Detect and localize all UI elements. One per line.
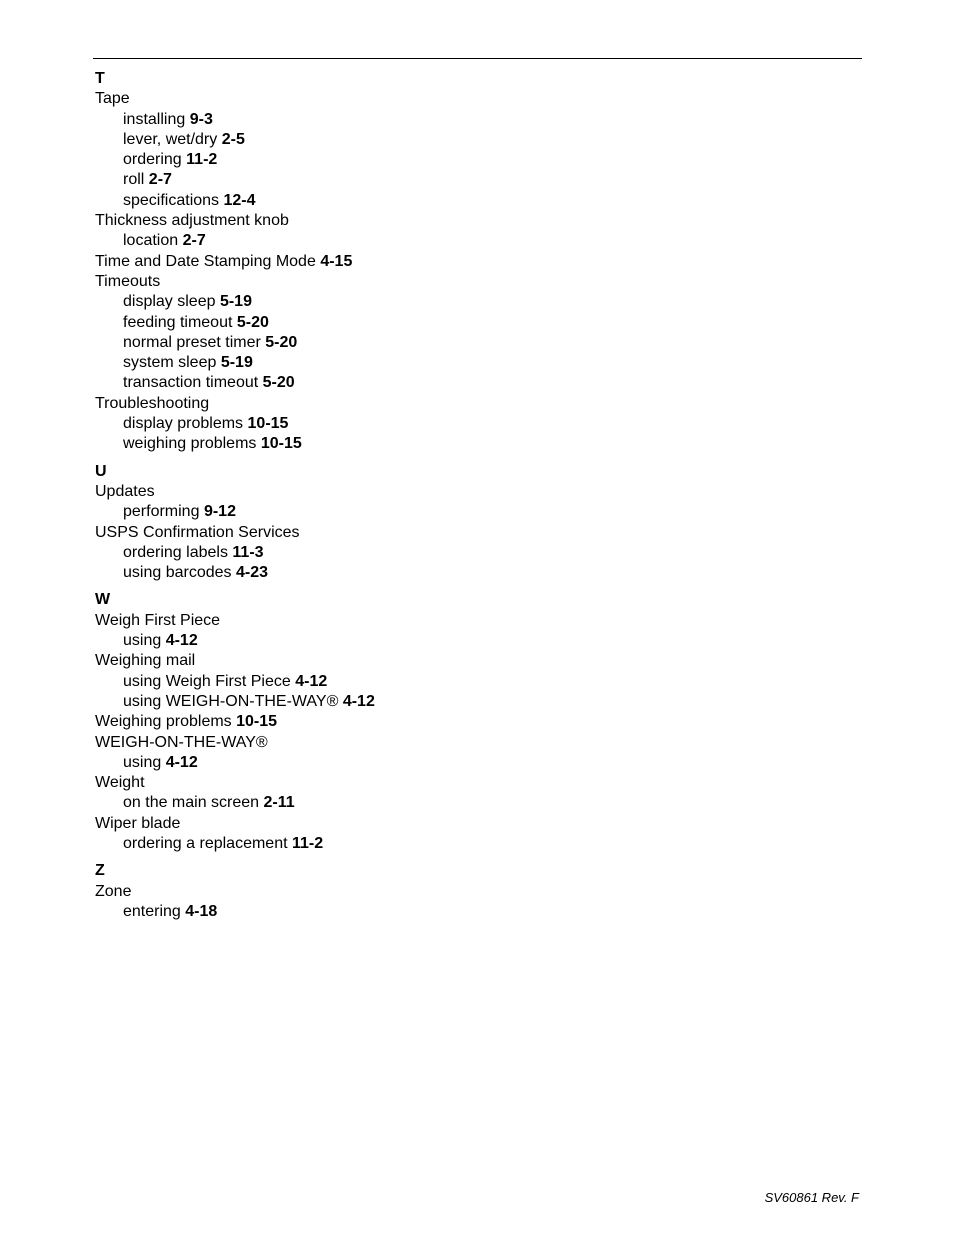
index-subentry bbox=[95, 753, 795, 773]
index-term: Thickness adjustment knob bbox=[95, 212, 289, 230]
index-subentry bbox=[95, 793, 795, 813]
page-reference: 10-15 bbox=[260, 435, 302, 453]
index-listing bbox=[95, 69, 795, 922]
index-term: Wiper blade bbox=[95, 814, 181, 832]
index-term: Weight bbox=[95, 774, 145, 792]
section-letter-heading: U bbox=[95, 462, 107, 480]
page-reference: 5-20 bbox=[236, 313, 269, 331]
index-subterm: ordering bbox=[123, 151, 182, 169]
index-subentry bbox=[95, 333, 795, 353]
index-term: Zone bbox=[95, 882, 132, 900]
index-entry bbox=[95, 211, 795, 231]
page-reference: 9-3 bbox=[189, 110, 213, 128]
index-subentry bbox=[95, 563, 795, 583]
page-reference: 4-23 bbox=[235, 564, 268, 582]
index-entry bbox=[95, 394, 795, 414]
index-subterm: performing bbox=[123, 503, 200, 521]
index-subentry bbox=[95, 543, 795, 563]
index-subentry bbox=[95, 170, 795, 190]
index-subterm: entering bbox=[123, 902, 181, 920]
page-reference: 5-19 bbox=[219, 293, 252, 311]
index-subentry bbox=[95, 313, 795, 333]
index-subterm: using bbox=[123, 753, 162, 771]
index-subterm: transaction timeout bbox=[123, 374, 259, 392]
page-reference: 5-20 bbox=[265, 333, 298, 351]
index-entry bbox=[95, 252, 795, 272]
page-reference: 2-11 bbox=[263, 794, 295, 812]
index-term: Troubleshooting bbox=[95, 394, 210, 412]
index-subentry bbox=[95, 834, 795, 854]
page-reference: 9-12 bbox=[203, 503, 236, 521]
index-entry bbox=[95, 773, 795, 793]
index-term: Tape bbox=[95, 90, 130, 108]
index-term: Weighing mail bbox=[95, 652, 196, 670]
index-subterm: using WEIGH-ON-THE-WAY® bbox=[123, 692, 339, 710]
header-rule bbox=[93, 58, 862, 59]
index-subentry bbox=[95, 231, 795, 251]
index-subterm: on the main screen bbox=[123, 794, 260, 812]
index-subterm: location bbox=[123, 232, 179, 250]
index-subentry bbox=[95, 631, 795, 651]
index-subentry bbox=[95, 502, 795, 522]
page-reference: 4-12 bbox=[295, 672, 328, 690]
index-subterm: normal preset timer bbox=[123, 333, 261, 351]
index-entry bbox=[95, 611, 795, 631]
index-subentry bbox=[95, 692, 795, 712]
index-subterm: installing bbox=[123, 110, 186, 128]
index-subentry bbox=[95, 373, 795, 393]
index-term: WEIGH-ON-THE-WAY® bbox=[95, 733, 268, 751]
index-entry bbox=[95, 882, 795, 902]
page-reference: 11-3 bbox=[232, 543, 264, 561]
index-term: USPS Confirmation Services bbox=[95, 523, 300, 541]
index-subterm: using Weigh First Piece bbox=[123, 672, 291, 690]
index-subterm: weighing problems bbox=[123, 435, 257, 453]
index-entry bbox=[95, 482, 795, 502]
index-subterm: using bbox=[123, 632, 162, 650]
index-subterm: display sleep bbox=[123, 293, 216, 311]
index-term: Updates bbox=[95, 482, 155, 500]
index-entry bbox=[95, 523, 795, 543]
section-letter-heading: W bbox=[95, 591, 111, 609]
page-reference: 2-7 bbox=[148, 171, 172, 189]
page-reference: 4-12 bbox=[165, 632, 198, 650]
page-reference: 5-19 bbox=[220, 354, 253, 372]
page-reference: 2-7 bbox=[182, 232, 206, 250]
index-subentry bbox=[95, 191, 795, 211]
index-subterm: ordering a replacement bbox=[123, 834, 288, 852]
index-subentry bbox=[95, 434, 795, 454]
index-entry bbox=[95, 814, 795, 834]
index-subentry bbox=[95, 150, 795, 170]
index-entry bbox=[95, 712, 795, 732]
document-id-footer: SV60861 Rev. F bbox=[764, 1190, 859, 1205]
index-subterm: lever, wet/dry bbox=[123, 130, 218, 148]
index-section-w bbox=[95, 590, 795, 854]
index-subentry bbox=[95, 110, 795, 130]
index-subentry bbox=[95, 353, 795, 373]
index-term: Weighing problems bbox=[95, 713, 232, 731]
index-subentry bbox=[95, 292, 795, 312]
index-subterm: specifications bbox=[123, 191, 220, 209]
section-letter-heading: T bbox=[95, 70, 105, 87]
index-subterm: system sleep bbox=[123, 354, 217, 372]
index-subterm: using barcodes bbox=[123, 564, 232, 582]
page-reference: 10-15 bbox=[236, 713, 278, 731]
page-reference: 4-12 bbox=[165, 753, 198, 771]
index-subentry bbox=[95, 130, 795, 150]
index-entry bbox=[95, 651, 795, 671]
index-term: Weigh First Piece bbox=[95, 611, 221, 629]
page-reference: 4-15 bbox=[320, 252, 353, 270]
page-reference: 4-12 bbox=[342, 692, 375, 710]
index-subterm: display problems bbox=[123, 415, 244, 433]
page-reference: 11-2 bbox=[186, 151, 218, 169]
index-section-t bbox=[95, 69, 795, 455]
index-subentry bbox=[95, 414, 795, 434]
index-term: Time and Date Stamping Mode bbox=[95, 252, 316, 270]
index-section-z bbox=[95, 861, 795, 922]
page-reference: 10-15 bbox=[247, 415, 289, 433]
index-subentry bbox=[95, 902, 795, 922]
index-term: Timeouts bbox=[95, 272, 161, 290]
index-subterm: roll bbox=[123, 171, 145, 189]
index-subentry bbox=[95, 672, 795, 692]
index-subterm: feeding timeout bbox=[123, 313, 233, 331]
index-entry bbox=[95, 733, 795, 753]
page-reference: 5-20 bbox=[262, 374, 295, 392]
index-entry bbox=[95, 272, 795, 292]
page-reference: 11-2 bbox=[292, 834, 324, 852]
index-section-u bbox=[95, 462, 795, 584]
page-reference: 4-18 bbox=[185, 902, 218, 920]
index-subterm: ordering labels bbox=[123, 543, 228, 561]
page-reference: 2-5 bbox=[221, 130, 245, 148]
page-reference: 12-4 bbox=[223, 191, 256, 209]
index-entry bbox=[95, 89, 795, 109]
section-letter-heading: Z bbox=[95, 862, 105, 880]
